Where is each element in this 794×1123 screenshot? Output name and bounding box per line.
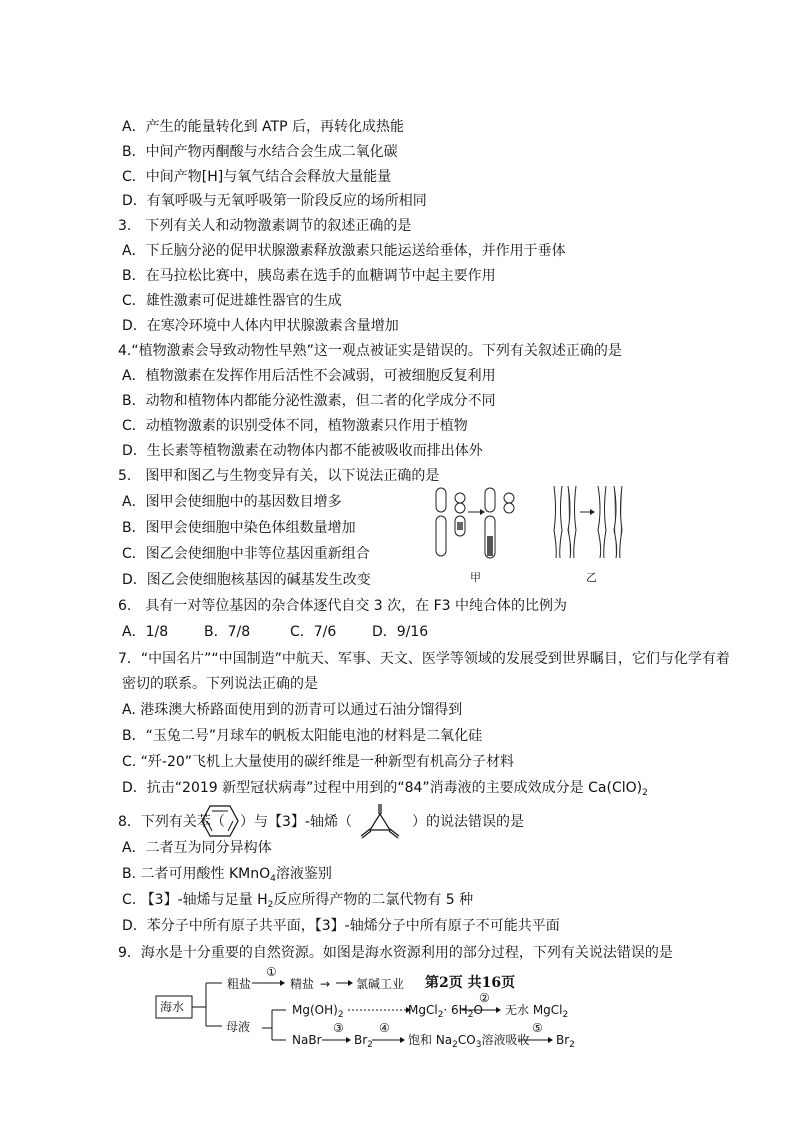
- q5-option-b: B．图甲会使细胞中染色体组数量增加: [122, 520, 356, 536]
- figure-jia: [430, 484, 530, 564]
- q7-option-d: D．抗击“2019 新型冠状病毒”过程中用到的“84”消毒液的主要成效成分是 $Ca(ClO)_2$: [122, 780, 648, 798]
- flow-step-3: ③: [333, 1021, 344, 1035]
- figure-jia-label: 甲: [470, 571, 481, 584]
- q6-option-c: C．7/6: [290, 624, 337, 640]
- flow-mother-liquor: 母液: [226, 1020, 251, 1034]
- q4-option-c: C．动植物激素的识别受体不同，植物激素只作用于植物: [122, 418, 468, 434]
- q8-option-c: C. 【3】-轴烯与足量 $H_2$反应所得产物的二氯代物有 5 种: [122, 892, 474, 910]
- radialene-structure: [358, 802, 406, 840]
- q7-option-b: B．“玉兔二号”月球车的帆板太阳能电池的材料是二氧化硅: [122, 728, 483, 744]
- q8-stem-b: ）与【3】-轴烯（: [240, 814, 352, 830]
- flow-mgcl2-hydrate: MgCl$_2$· $6H_2O$: [408, 1003, 483, 1020]
- q2-option-b: B．中间产物丙酮酸与水结合会生成二氧化碳: [122, 144, 398, 160]
- q2-option-c: C．中间产物[H]与氧气结合会释放大量能量: [122, 169, 392, 185]
- flow-sat-na2co3: 饱和 $Na_2CO_3$溶液吸收: [408, 1033, 530, 1050]
- flow-anhydrous-mgcl2: 无水 MgCl$_2$: [505, 1003, 569, 1020]
- q6-stem: 6. 具有一对等位基因的杂合体逐代自交 3 次，在 F3 中纯合体的比例为: [118, 598, 568, 614]
- flow-nabr: NaBr: [292, 1033, 322, 1047]
- flow-step-2: ②: [479, 991, 490, 1005]
- flow-mgoh2: $Mg(OH)_2$: [292, 1003, 344, 1020]
- q8-option-b: B. 二者可用酸性 KMnO$_4$溶液鉴别: [122, 866, 332, 884]
- q3-stem: 3. 下列有关人和动物激素调节的叙述正确的是: [118, 218, 412, 234]
- flow-step-5: ⑤: [532, 1021, 543, 1035]
- q7-option-c: C. “歼-20”飞机上大量使用的碳纤维是一种新型有机高分子材料: [122, 754, 515, 770]
- q2-option-d: D．有氧呼吸与无氧呼吸第一阶段反应的场所相同: [122, 193, 427, 209]
- q7-stem-cont: 密切的联系。下列说法正确的是: [122, 676, 318, 692]
- q3-option-d: D．在寒冷环境中人体内甲状腺激素含量增加: [122, 318, 399, 334]
- flow-chlor-alkali: 氯碱工业: [356, 977, 405, 991]
- flow-step-1: ①: [266, 965, 277, 979]
- flow-crude-salt: 粗盐: [227, 977, 252, 991]
- figure-yi-label: 乙: [586, 571, 597, 584]
- q2-option-a: A．产生的能量转化到 ATP 后，再转化成热能: [122, 119, 404, 135]
- q8-stem-a: 8．下列有关苯（: [118, 814, 225, 830]
- q5-option-d: D．图乙会使细胞核基因的碱基发生改变: [122, 572, 371, 588]
- flow-arrow-dash: →: [320, 977, 331, 991]
- q3-option-b: B．在马拉松比赛中，胰岛素在选手的血糖调节中起主要作用: [122, 268, 496, 284]
- q7-stem: 7．“中国名片”“中国制造”中航天、军事、天文、医学等领域的发展受到世界瞩目，它们与化学有着: [118, 651, 730, 667]
- q8-stem-c: ）的说法错误的是: [412, 814, 524, 830]
- q5-option-a: A．图甲会使细胞中的基因数目增多: [122, 494, 342, 510]
- q3-option-c: C．雄性激素可促进雄性器官的生成: [122, 293, 342, 309]
- q7-option-a: A. 港珠澳大桥路面使用到的沥青可以通过石油分馏得到: [122, 702, 463, 718]
- q6-option-d: D．9/16: [372, 624, 429, 640]
- figure-yi: [548, 480, 638, 564]
- q3-option-a: A．下丘脑分泌的促甲状腺激素释放激素只能运送给垂体，并作用于垂体: [122, 243, 566, 259]
- page-info: 第2页 共16页: [425, 975, 516, 991]
- q4-option-b: B．动物和植物体内都能分泌性激素，但二者的化学成分不同: [122, 393, 496, 409]
- q5-stem: 5. 图甲和图乙与生物变异有关，以下说法正确的是: [118, 468, 440, 484]
- q6-option-b: B．7/8: [204, 624, 251, 640]
- flow-refined-salt: 精盐: [290, 977, 315, 991]
- q8-option-a: A．二者互为同分异构体: [122, 840, 272, 856]
- q4-option-d: D．生长素等植物激素在动物体内都不能被吸收而排出体外: [122, 443, 483, 459]
- q5-option-c: C．图乙会使细胞中非等位基因重新组合: [122, 546, 370, 562]
- benzene-structure: [200, 804, 240, 838]
- q8-option-d: D．苯分子中所有原子共平面，【3】-轴烯分子中所有原子不可能共平面: [122, 918, 560, 934]
- flow-step-4: ④: [379, 1021, 390, 1035]
- q4-stem: 4.“植物激素会导致动物性早熟”这一观点被证实是错误的。下列有关叙述正确的是: [118, 343, 622, 359]
- q9-stem: 9．海水是十分重要的自然资源。如图是海水资源利用的部分过程，下列有关说法错误的是: [118, 945, 673, 961]
- flow-br2-b: $Br_2$: [556, 1033, 575, 1050]
- q6-option-a: A．1/8: [122, 624, 169, 640]
- flow-seawater: 海水: [160, 1000, 185, 1014]
- q4-option-a: A．植物激素在发挥作用后活性不会减弱，可被细胞反复利用: [122, 368, 496, 384]
- flow-br2-a: $Br_2$: [354, 1033, 373, 1050]
